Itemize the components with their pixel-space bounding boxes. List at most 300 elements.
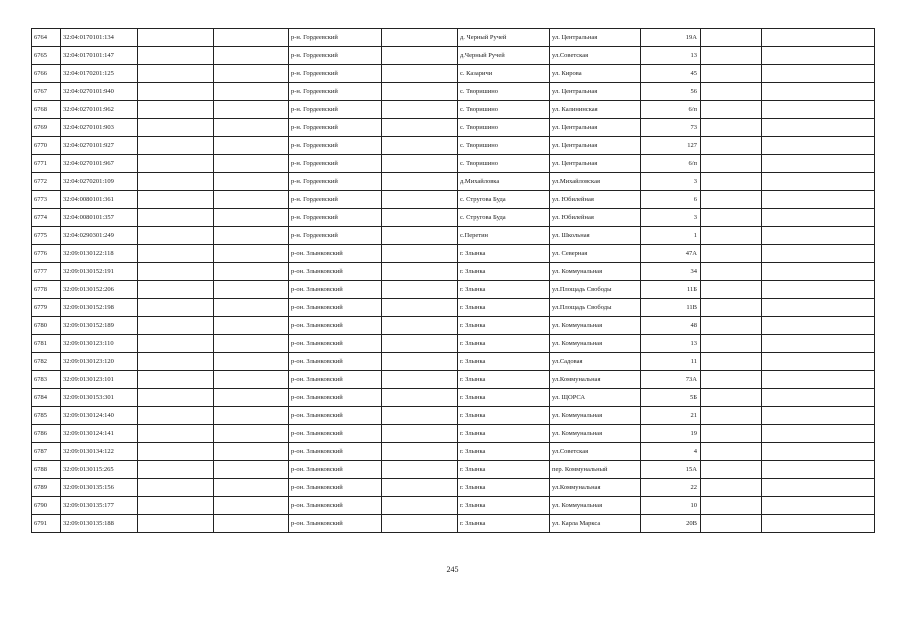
empty-cell [762,29,875,47]
table-row [32,191,875,209]
district-cell: р-он. Злынковский [289,407,382,425]
empty-cell [138,371,214,389]
empty-cell [701,371,762,389]
table-row [32,155,875,173]
house-number-cell: 19А [641,29,701,47]
street-cell: ул. Центральная [550,83,641,101]
empty-cell [214,155,289,173]
empty-cell [701,29,762,47]
house-number-cell: 127 [641,137,701,155]
empty-cell [138,29,214,47]
empty-cell [701,209,762,227]
settlement-cell: с. Творишино [458,155,550,173]
cadastral-number-cell: 32:09:0130124:140 [61,407,138,425]
house-number-cell: 6/п [641,101,701,119]
district-cell: р-н. Гордеевский [289,29,382,47]
address-table [31,28,875,533]
table-row [32,245,875,263]
empty-cell [762,65,875,83]
settlement-cell: г. Злынка [458,353,550,371]
empty-cell [382,209,458,227]
cadastral-number-cell: 32:04:0270101:903 [61,119,138,137]
house-number-cell: 11В [641,299,701,317]
table-row [32,209,875,227]
settlement-cell: г. Злынка [458,335,550,353]
empty-cell [138,479,214,497]
cadastral-number-cell: 32:09:0130134:122 [61,443,138,461]
table-row [32,461,875,479]
settlement-cell: с. Творишино [458,101,550,119]
cadastral-number-cell: 32:04:0170101:147 [61,47,138,65]
district-cell: р-он. Злынковский [289,281,382,299]
house-number-cell: 15А [641,461,701,479]
district-cell: р-н. Гордеевский [289,173,382,191]
empty-cell [382,155,458,173]
row-number-cell: 6768 [32,101,61,119]
house-number-cell: 10 [641,497,701,515]
empty-cell [138,263,214,281]
empty-cell [138,407,214,425]
empty-cell [382,425,458,443]
empty-cell [214,389,289,407]
empty-cell [138,353,214,371]
empty-cell [214,371,289,389]
row-number-cell: 6773 [32,191,61,209]
table-row [32,65,875,83]
empty-cell [701,317,762,335]
row-number-cell: 6779 [32,299,61,317]
empty-cell [214,425,289,443]
settlement-cell: д.Черный Ручей [458,47,550,65]
district-cell: р-н. Гордеевский [289,119,382,137]
empty-cell [214,281,289,299]
empty-cell [382,281,458,299]
empty-cell [214,137,289,155]
empty-cell [214,227,289,245]
empty-cell [382,335,458,353]
settlement-cell: г. Злынка [458,479,550,497]
empty-cell [382,263,458,281]
empty-cell [138,119,214,137]
settlement-cell: г. Злынка [458,263,550,281]
empty-cell [382,389,458,407]
street-cell: ул.Советская [550,443,641,461]
street-cell: ул. ЩОРСА [550,389,641,407]
house-number-cell: 3 [641,209,701,227]
row-number-cell: 6784 [32,389,61,407]
cadastral-number-cell: 32:04:0270201:109 [61,173,138,191]
cadastral-number-cell: 32:09:0130152:198 [61,299,138,317]
street-cell: ул. Школьная [550,227,641,245]
street-cell: ул.Площадь Свободы [550,281,641,299]
house-number-cell: 20В [641,515,701,533]
empty-cell [382,83,458,101]
house-number-cell: 13 [641,47,701,65]
table-row [32,425,875,443]
settlement-cell: с.Перетин [458,227,550,245]
table-row [32,173,875,191]
empty-cell [138,425,214,443]
district-cell: р-н. Гордеевский [289,155,382,173]
empty-cell [382,173,458,191]
house-number-cell: 11 [641,353,701,371]
empty-cell [762,317,875,335]
street-cell: ул. Коммунальная [550,407,641,425]
house-number-cell: 73 [641,119,701,137]
cadastral-number-cell: 32:09:0130123:110 [61,335,138,353]
settlement-cell: д.Михайловка [458,173,550,191]
cadastral-number-cell: 32:09:0130152:189 [61,317,138,335]
empty-cell [382,245,458,263]
empty-cell [214,317,289,335]
street-cell: ул. Центральная [550,137,641,155]
empty-cell [762,173,875,191]
row-number-cell: 6783 [32,371,61,389]
empty-cell [701,173,762,191]
cadastral-number-cell: 32:09:0130122:118 [61,245,138,263]
settlement-cell: г. Злынка [458,389,550,407]
table-row [32,317,875,335]
district-cell: р-он. Злынковский [289,497,382,515]
empty-cell [382,101,458,119]
street-cell: ул.Михайловская [550,173,641,191]
street-cell: ул. Юбилейная [550,191,641,209]
district-cell: р-н. Гордеевский [289,227,382,245]
empty-cell [138,443,214,461]
cadastral-number-cell: 32:09:0130135:188 [61,515,138,533]
house-number-cell: 19 [641,425,701,443]
empty-cell [382,119,458,137]
district-cell: р-н. Гордеевский [289,191,382,209]
cadastral-number-cell: 32:09:0130135:156 [61,479,138,497]
row-number-cell: 6790 [32,497,61,515]
empty-cell [701,263,762,281]
empty-cell [138,281,214,299]
empty-cell [762,119,875,137]
empty-cell [762,515,875,533]
row-number-cell: 6787 [32,443,61,461]
empty-cell [214,335,289,353]
row-number-cell: 6786 [32,425,61,443]
empty-cell [701,83,762,101]
table-row [32,515,875,533]
house-number-cell: 56 [641,83,701,101]
street-cell: ул. Коммунальная [550,497,641,515]
empty-cell [701,65,762,83]
district-cell: р-он. Злынковский [289,353,382,371]
settlement-cell: г. Злынка [458,299,550,317]
cadastral-number-cell: 32:09:0130152:206 [61,281,138,299]
house-number-cell: 22 [641,479,701,497]
empty-cell [214,479,289,497]
empty-cell [762,209,875,227]
table-row [32,101,875,119]
settlement-cell: г. Злынка [458,245,550,263]
street-cell: пер. Коммунальный [550,461,641,479]
street-cell: ул. Коммунальная [550,425,641,443]
table-row [32,443,875,461]
district-cell: р-он. Злынковский [289,461,382,479]
street-cell: ул.Площадь Свободы [550,299,641,317]
empty-cell [138,47,214,65]
empty-cell [762,461,875,479]
settlement-cell: с. Творишино [458,119,550,137]
table-row [32,263,875,281]
row-number-cell: 6788 [32,461,61,479]
row-number-cell: 6770 [32,137,61,155]
empty-cell [138,461,214,479]
cadastral-number-cell: 32:09:0130135:177 [61,497,138,515]
empty-cell [762,245,875,263]
table-row [32,389,875,407]
empty-cell [701,479,762,497]
empty-cell [701,47,762,65]
house-number-cell: 13 [641,335,701,353]
empty-cell [214,119,289,137]
empty-cell [214,29,289,47]
empty-cell [701,137,762,155]
table-row [32,335,875,353]
settlement-cell: г. Злынка [458,443,550,461]
settlement-cell: д. Черный Ручей [458,29,550,47]
empty-cell [701,227,762,245]
cadastral-number-cell: 32:04:0080101:361 [61,191,138,209]
row-number-cell: 6766 [32,65,61,83]
house-number-cell: 11Б [641,281,701,299]
empty-cell [701,443,762,461]
empty-cell [701,497,762,515]
house-number-cell: 73А [641,371,701,389]
empty-cell [382,191,458,209]
empty-cell [762,47,875,65]
district-cell: р-он. Злынковский [289,299,382,317]
district-cell: р-он. Злынковский [289,425,382,443]
house-number-cell: 1 [641,227,701,245]
empty-cell [762,443,875,461]
district-cell: р-н. Гордеевский [289,47,382,65]
empty-cell [138,137,214,155]
empty-cell [214,497,289,515]
street-cell: ул. Кирова [550,65,641,83]
empty-cell [138,173,214,191]
district-cell: р-н. Гордеевский [289,101,382,119]
empty-cell [382,299,458,317]
empty-cell [382,515,458,533]
house-number-cell: 6 [641,191,701,209]
settlement-cell: г. Злынка [458,407,550,425]
district-cell: р-он. Злынковский [289,479,382,497]
empty-cell [701,461,762,479]
empty-cell [382,65,458,83]
house-number-cell: 45 [641,65,701,83]
empty-cell [762,479,875,497]
empty-cell [138,245,214,263]
empty-cell [138,335,214,353]
row-number-cell: 6774 [32,209,61,227]
table-row [32,299,875,317]
cadastral-number-cell: 32:04:0270101:962 [61,101,138,119]
street-cell: ул.Советская [550,47,641,65]
row-number-cell: 6764 [32,29,61,47]
row-number-cell: 6765 [32,47,61,65]
empty-cell [138,101,214,119]
table-row [32,29,875,47]
empty-cell [701,353,762,371]
district-cell: р-он. Злынковский [289,263,382,281]
row-number-cell: 6785 [32,407,61,425]
row-number-cell: 6767 [32,83,61,101]
empty-cell [701,191,762,209]
empty-cell [762,101,875,119]
cadastral-number-cell: 32:04:0170101:134 [61,29,138,47]
street-cell: ул. Северная [550,245,641,263]
settlement-cell: г. Злынка [458,371,550,389]
empty-cell [762,389,875,407]
empty-cell [214,209,289,227]
empty-cell [701,515,762,533]
empty-cell [382,137,458,155]
cadastral-number-cell: 32:04:0270101:967 [61,155,138,173]
settlement-cell: с. Творишино [458,137,550,155]
house-number-cell: 21 [641,407,701,425]
empty-cell [214,101,289,119]
cadastral-number-cell: 32:09:0130115:265 [61,461,138,479]
district-cell: р-он. Злынковский [289,389,382,407]
district-cell: р-он. Злынковский [289,371,382,389]
empty-cell [138,515,214,533]
street-cell: ул. Центральная [550,155,641,173]
district-cell: р-он. Злынковский [289,335,382,353]
empty-cell [701,425,762,443]
row-number-cell: 6771 [32,155,61,173]
empty-cell [701,119,762,137]
empty-cell [382,443,458,461]
settlement-cell: с. Струговa Буда [458,209,550,227]
empty-cell [214,47,289,65]
street-cell: ул. Коммунальная [550,317,641,335]
table-row [32,47,875,65]
street-cell: ул. Коммунальная [550,335,641,353]
row-number-cell: 6782 [32,353,61,371]
empty-cell [214,515,289,533]
empty-cell [214,353,289,371]
district-cell: р-он. Злынковский [289,515,382,533]
empty-cell [382,407,458,425]
empty-cell [214,83,289,101]
row-number-cell: 6778 [32,281,61,299]
empty-cell [762,353,875,371]
empty-cell [382,47,458,65]
empty-cell [382,317,458,335]
empty-cell [138,497,214,515]
house-number-cell: 34 [641,263,701,281]
house-number-cell: 3 [641,173,701,191]
district-cell: р-н. Гордеевский [289,137,382,155]
settlement-cell: с. Казаричи [458,65,550,83]
row-number-cell: 6791 [32,515,61,533]
settlement-cell: с. Творишино [458,83,550,101]
table-row [32,497,875,515]
empty-cell [701,299,762,317]
empty-cell [762,263,875,281]
empty-cell [762,155,875,173]
empty-cell [382,497,458,515]
empty-cell [762,497,875,515]
row-number-cell: 6776 [32,245,61,263]
district-cell: р-н. Гордеевский [289,209,382,227]
table-row [32,227,875,245]
row-number-cell: 6777 [32,263,61,281]
table-row [32,353,875,371]
cadastral-number-cell: 32:04:0170201:125 [61,65,138,83]
empty-cell [762,191,875,209]
empty-cell [138,317,214,335]
settlement-cell: г. Злынка [458,515,550,533]
house-number-cell: 47А [641,245,701,263]
house-number-cell: 6/п [641,155,701,173]
empty-cell [762,407,875,425]
empty-cell [762,281,875,299]
settlement-cell: г. Злынка [458,461,550,479]
row-number-cell: 6769 [32,119,61,137]
table-row [32,479,875,497]
cadastral-number-cell: 32:09:0130153:301 [61,389,138,407]
cadastral-number-cell: 32:04:0270101:940 [61,83,138,101]
table-row [32,371,875,389]
house-number-cell: 48 [641,317,701,335]
empty-cell [138,155,214,173]
street-cell: ул. Центральная [550,29,641,47]
empty-cell [214,173,289,191]
street-cell: ул.Коммунальная [550,479,641,497]
settlement-cell: г. Злынка [458,497,550,515]
cadastral-number-cell: 32:09:0130123:101 [61,371,138,389]
district-cell: р-он. Злынковский [289,245,382,263]
empty-cell [382,479,458,497]
table-row [32,281,875,299]
empty-cell [701,281,762,299]
street-cell: ул.Коммунальная [550,371,641,389]
district-cell: р-он. Злынковский [289,443,382,461]
empty-cell [762,137,875,155]
empty-cell [701,155,762,173]
street-cell: ул. Коммунальная [550,263,641,281]
street-cell: ул.Садовая [550,353,641,371]
table-row [32,119,875,137]
cadastral-number-cell: 32:09:0130124:141 [61,425,138,443]
empty-cell [214,245,289,263]
street-cell: ул. Карла Маркса [550,515,641,533]
empty-cell [701,407,762,425]
table-row [32,137,875,155]
district-cell: р-н. Гордеевский [289,83,382,101]
row-number-cell: 6789 [32,479,61,497]
cadastral-number-cell: 32:04:0270101:927 [61,137,138,155]
empty-cell [762,371,875,389]
empty-cell [138,83,214,101]
table-row [32,407,875,425]
empty-cell [382,371,458,389]
empty-cell [214,65,289,83]
table-body [32,29,875,533]
street-cell: ул. Юбилейная [550,209,641,227]
empty-cell [214,461,289,479]
empty-cell [762,83,875,101]
row-number-cell: 6772 [32,173,61,191]
empty-cell [382,461,458,479]
empty-cell [762,299,875,317]
row-number-cell: 6781 [32,335,61,353]
